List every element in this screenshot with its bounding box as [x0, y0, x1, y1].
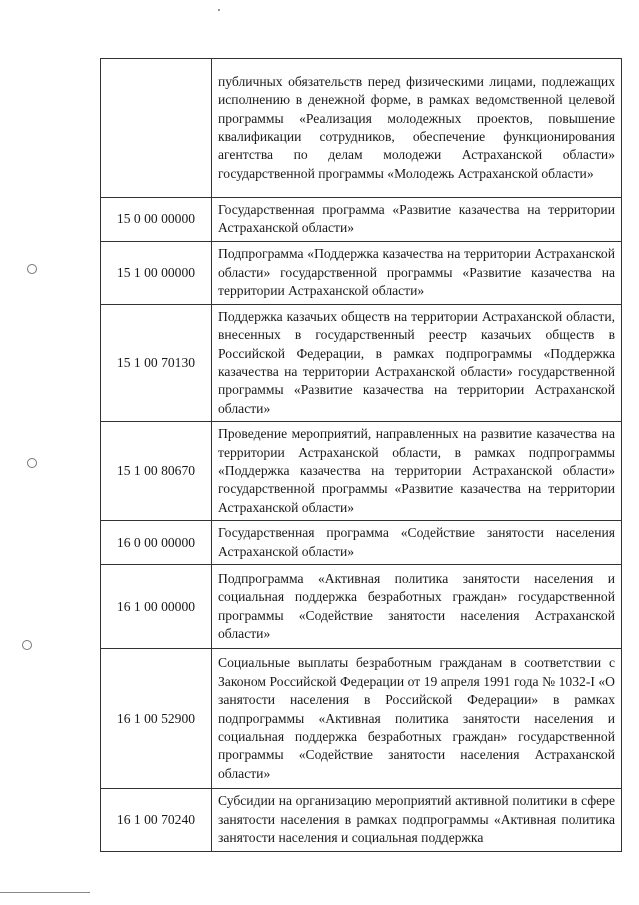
table-row [101, 59, 622, 198]
row-description: Государственная программа «Содействие занятости населения Астраханской области» [212, 521, 622, 565]
table-row [101, 422, 622, 521]
row-description: публичных обязательств перед физическими лицами, подлежащих исполнению в денежной форме, в рамках ведомственной целевой программы «Реализация молодежных проектов, повышение квалификации сотрудников, обеспечение функционирования агентства по делам молодежи Астраханской области» государственной программы «Молодежь Астраханской области» [212, 59, 622, 198]
row-code: 15 1 00 80670 [101, 422, 212, 521]
row-code: 16 1 00 52900 [101, 649, 212, 789]
row-code: 15 1 00 00000 [101, 241, 212, 304]
punch-hole-icon [22, 640, 32, 650]
row-code: 16 1 00 00000 [101, 565, 212, 649]
scan-speck [218, 9, 220, 11]
row-description: Поддержка казачьих обществ на территории Астраханской области, внесенных в государственный реестр казачьих обществ в Российской Федерации, в рамках подпрограммы «Поддержка казачества на территории Астраханской области» государственной программы «Развитие казачества на территории Астраханской области» [212, 304, 622, 421]
table-row [101, 304, 622, 421]
table-row [101, 241, 622, 304]
page-bottom-rule [0, 892, 90, 893]
row-description: Проведение мероприятий, направленных на развитие казачества на территории Астраханской области, в рамках подпрограммы «Поддержка казачества на территории Астраханской области» государственной программы «Развитие казачества на территории Астраханской области» [212, 422, 622, 521]
table-row [101, 198, 622, 242]
row-code: 15 0 00 00000 [101, 198, 212, 242]
row-description: Государственная программа «Развитие казачества на территории Астраханской области» [212, 198, 622, 242]
row-description: Социальные выплаты безработным гражданам в соответствии с Законом Российской Федерации от 19 апреля 1991 года № 1032-I «О занятости населения в Российской Федерации» в рамках подпрограммы «Активная политика занятости населения и социальная поддержка безработных граждан» государственной программы «Содействие занятости населения Астраханской области» [212, 649, 622, 789]
row-code: 15 1 00 70130 [101, 304, 212, 421]
punch-hole-icon [27, 458, 37, 468]
table-row [101, 565, 622, 649]
budget-classification-table [100, 58, 622, 852]
table-row [101, 789, 622, 851]
row-code: 16 1 00 70240 [101, 789, 212, 851]
punch-hole-icon [27, 264, 37, 274]
table-row [101, 521, 622, 565]
table-row [101, 649, 622, 789]
row-description: Подпрограмма «Поддержка казачества на территории Астраханской области» государственной программы «Развитие казачества на территории Астраханской области» [212, 241, 622, 304]
row-code [101, 59, 212, 198]
row-code: 16 0 00 00000 [101, 521, 212, 565]
row-description: Подпрограмма «Активная политика занятости населения и социальная поддержка безработных граждан» государственной программы «Содействие занятости населения Астраханской области» [212, 565, 622, 649]
row-description: Субсидии на организацию мероприятий активной политики в сфере занятости населения в рамках подпрограммы «Активная политика занятости населения и социальная поддержка [212, 789, 622, 851]
